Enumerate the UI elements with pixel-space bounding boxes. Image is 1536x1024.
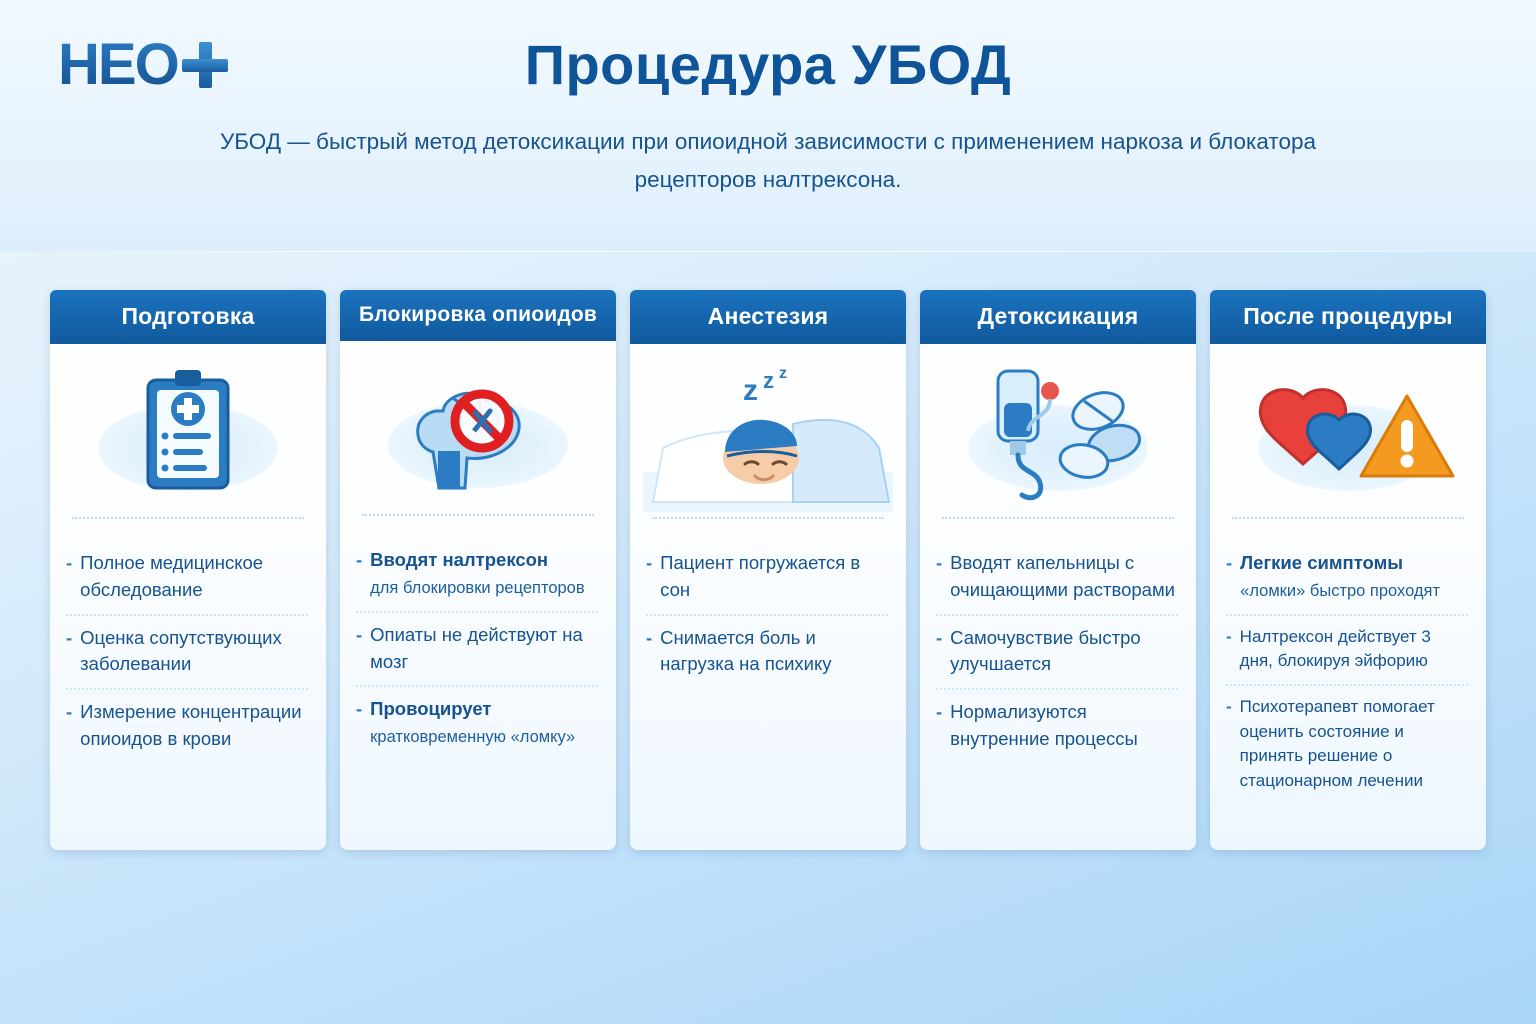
page-header [0, 0, 1536, 252]
bullet-text: Вводят налтрексон [370, 549, 549, 570]
heart-warning-icon [1210, 344, 1486, 519]
step-card-after-procedure [1210, 290, 1486, 850]
svg-text:z: z [763, 367, 774, 393]
page-subtitle: УБОД — быстрый метод детоксикации при опиоидной зависимости с применением наркоза и блокатора рецепторов налтрексона. [220, 129, 1316, 192]
card-bullets [630, 519, 906, 850]
page-title: Процедура УБОД [524, 33, 1012, 96]
list-item [356, 685, 598, 760]
step-card-opioid-blocking [340, 290, 616, 850]
steps-container [50, 290, 1486, 850]
bullet-text: Снимается боль и нагрузка на психику [660, 626, 832, 675]
svg-text:z: z [779, 364, 787, 382]
bullet-dash: - [1226, 552, 1233, 573]
plus-icon [182, 42, 228, 88]
bullet-subtext: кратковременную «ломку» [370, 728, 576, 747]
card-bullets [340, 516, 616, 850]
card-title: После процедуры [1210, 290, 1486, 344]
list-item [66, 688, 308, 763]
brain-blocked-icon [340, 341, 616, 516]
brand-logo [58, 32, 228, 97]
bullet-text: Пациент погружается в сон [660, 552, 861, 600]
clipboard-medical-icon [50, 344, 326, 519]
card-title: Анестезия [630, 290, 906, 344]
card-bullets [920, 519, 1196, 850]
list-item [356, 611, 598, 686]
list-item [936, 688, 1178, 763]
list-item [936, 614, 1178, 689]
bullet-dash: - [646, 626, 653, 648]
list-item [646, 614, 888, 689]
iv-drip-pills-icon [920, 344, 1196, 519]
bullet-dash: - [936, 626, 943, 648]
card-title: Подготовка [50, 290, 326, 344]
bullet-text: Провоцирует [370, 698, 492, 720]
bullet-text: Полное медицинское обследование [80, 552, 264, 600]
brand-name: HEO [58, 32, 178, 97]
bullet-dash: - [356, 623, 363, 645]
list-item [1226, 614, 1468, 684]
bullet-text: Самочувствие быстро улучшается [950, 626, 1141, 675]
bullet-dash: - [936, 701, 943, 723]
bullet-dash: - [66, 626, 73, 648]
bullet-dash: - [356, 698, 363, 720]
list-item [1226, 541, 1468, 614]
list-item [66, 614, 308, 689]
list-item [66, 541, 308, 614]
list-item [646, 541, 888, 614]
step-card-detox [920, 290, 1196, 850]
bullet-text: Психотерапевт помогает оценить состояние и принять решение о стационарном лечении [1239, 697, 1435, 790]
bullet-dash: - [356, 549, 363, 570]
bullet-subtext: «ломки» быстро проходят [1240, 581, 1441, 600]
header-divider [0, 251, 1536, 252]
bullet-dash: - [646, 552, 653, 573]
bullet-text: Легкие симптомы [1240, 552, 1404, 573]
list-item [1226, 684, 1468, 804]
list-item [936, 541, 1178, 614]
bullet-dash: - [936, 552, 943, 573]
card-bullets [1210, 519, 1486, 850]
svg-text:z: z [743, 373, 758, 407]
bullet-text: Нормализуются внутренние процессы [950, 701, 1138, 750]
bullet-dash: - [66, 552, 73, 573]
bullet-text: Оценка сопутствующих заболевании [80, 626, 282, 675]
bullet-dash: - [1226, 626, 1232, 646]
bullet-text: Измерение концентрации опиоидов в крови [80, 701, 302, 750]
bullet-text: Налтрексон действует 3 дня, блокируя эйфорию [1239, 626, 1431, 671]
bullet-text: Опиаты не действуют на мозг [370, 623, 583, 672]
card-bullets [50, 519, 326, 850]
step-card-anesthesia [630, 290, 906, 850]
bullet-dash: - [1226, 697, 1232, 717]
card-title: Блокировка опиоидов [340, 290, 616, 341]
sleeping-patient-icon [630, 344, 906, 519]
step-card-preparation [50, 290, 326, 850]
bullet-subtext: для блокировки рецепторов [370, 578, 585, 597]
list-item [356, 538, 598, 611]
card-title: Детоксикация [920, 290, 1196, 344]
bullet-text: Вводят капельницы с очищающими растворами [950, 552, 1175, 600]
bullet-dash: - [66, 701, 73, 723]
